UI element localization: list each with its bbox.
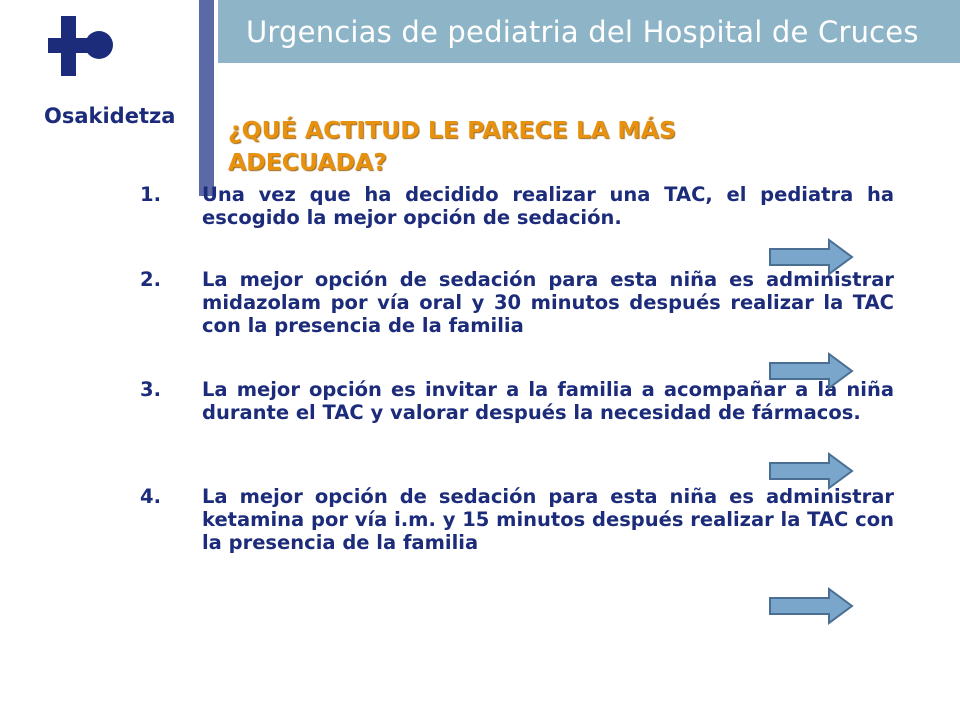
option-4-arrow-icon[interactable] <box>767 586 855 626</box>
option-text: Una vez que ha decidido realizar una TAC, el pediatra ha escogido la mejor opción de sedación. <box>202 183 894 229</box>
slide-title: Urgencias de pediatria del Hospital de Cruces <box>246 15 919 49</box>
option-number: 3. <box>140 378 161 401</box>
option-number: 1. <box>140 183 161 206</box>
accent-bar <box>199 0 214 196</box>
option-4 <box>140 485 894 554</box>
option-number: 4. <box>140 485 161 508</box>
question-heading: ¿QUÉ ACTITUD LE PARECE LA MÁS ADECUADA? <box>228 116 676 176</box>
option-number: 2. <box>140 268 161 291</box>
option-1-arrow-icon[interactable] <box>767 237 855 277</box>
option-1 <box>140 183 894 229</box>
option-text: La mejor opción de sedación para esta niña es administrar ketamina por vía i.m. y 15 minutos después realizar la TAC con la presencia de la familia <box>202 485 894 554</box>
option-text: La mejor opción es invitar a la familia a acompañar a la niña durante el TAC y valorar después la necesidad de fármacos. <box>202 378 894 424</box>
option-2 <box>140 268 894 337</box>
logo-text: Osakidetza <box>44 104 176 128</box>
option-text: La mejor opción de sedación para esta niña es administrar midazolam por vía oral y 30 minutos después realizar la TAC con la presencia de la familia <box>202 268 894 337</box>
option-2-arrow-icon[interactable] <box>767 351 855 391</box>
osakidetza-logo-icon <box>48 14 120 82</box>
option-3-arrow-icon[interactable] <box>767 451 855 491</box>
